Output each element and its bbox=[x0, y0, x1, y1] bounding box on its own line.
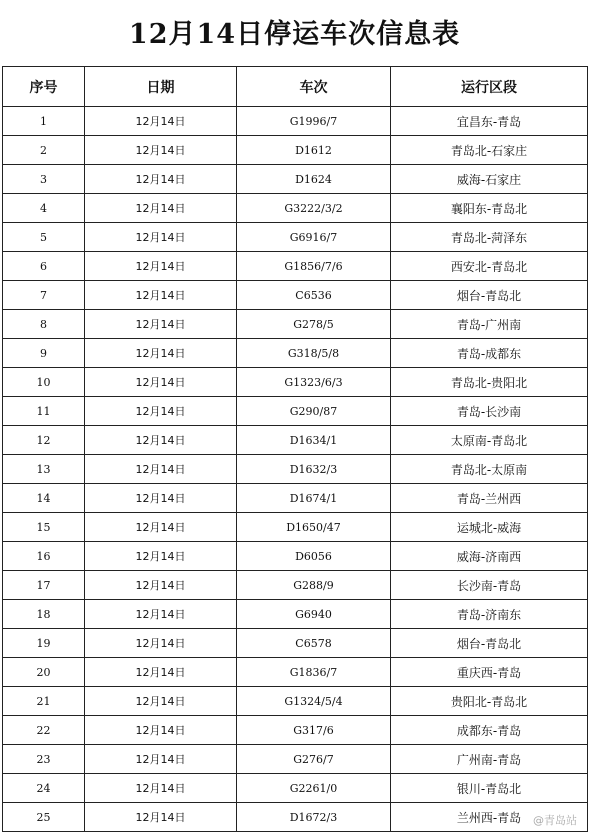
cell-date: 12月14日 bbox=[85, 136, 237, 165]
cell-route: 烟台-青岛北 bbox=[391, 629, 588, 658]
cell-route: 青岛北-菏泽东 bbox=[391, 223, 588, 252]
cell-date: 12月14日 bbox=[85, 716, 237, 745]
cell-seq: 12 bbox=[3, 426, 85, 455]
table-row bbox=[3, 542, 588, 571]
cell-seq: 8 bbox=[3, 310, 85, 339]
cell-train: G276/7 bbox=[237, 745, 391, 774]
cell-train: C6578 bbox=[237, 629, 391, 658]
page-title: 12月14日停运车次信息表 bbox=[128, 19, 461, 50]
cell-date: 12月14日 bbox=[85, 194, 237, 223]
cell-date: 12月14日 bbox=[85, 600, 237, 629]
cell-route: 烟台-青岛北 bbox=[391, 281, 588, 310]
cell-train: G278/5 bbox=[237, 310, 391, 339]
cell-seq: 9 bbox=[3, 339, 85, 368]
table-row bbox=[3, 803, 588, 832]
cell-train: G3222/3/2 bbox=[237, 194, 391, 223]
cell-seq: 4 bbox=[3, 194, 85, 223]
table-body bbox=[3, 107, 588, 832]
watermark: @青岛站 bbox=[533, 814, 577, 827]
cell-date: 12月14日 bbox=[85, 745, 237, 774]
cell-route: 西安北-青岛北 bbox=[391, 252, 588, 281]
cell-train: D1612 bbox=[237, 136, 391, 165]
table-header-row bbox=[3, 67, 588, 107]
cell-date: 12月14日 bbox=[85, 629, 237, 658]
table-row bbox=[3, 484, 588, 513]
table-row bbox=[3, 455, 588, 484]
cell-route: 威海-石家庄 bbox=[391, 165, 588, 194]
cell-date: 12月14日 bbox=[85, 542, 237, 571]
cell-date: 12月14日 bbox=[85, 223, 237, 252]
cell-seq: 24 bbox=[3, 774, 85, 803]
cell-date: 12月14日 bbox=[85, 107, 237, 136]
cell-route: 太原南-青岛北 bbox=[391, 426, 588, 455]
cell-train: D1632/3 bbox=[237, 455, 391, 484]
cell-route: 广州南-青岛 bbox=[391, 745, 588, 774]
cell-route: 青岛北-石家庄 bbox=[391, 136, 588, 165]
cell-train: D1650/47 bbox=[237, 513, 391, 542]
cell-seq: 15 bbox=[3, 513, 85, 542]
cell-route: 青岛-兰州西 bbox=[391, 484, 588, 513]
cell-seq: 13 bbox=[3, 455, 85, 484]
cell-train: D1624 bbox=[237, 165, 391, 194]
cell-seq: 11 bbox=[3, 397, 85, 426]
cell-route: 运城北-威海 bbox=[391, 513, 588, 542]
cell-train: G1836/7 bbox=[237, 658, 391, 687]
cell-train: D6056 bbox=[237, 542, 391, 571]
table-row bbox=[3, 339, 588, 368]
cell-date: 12月14日 bbox=[85, 658, 237, 687]
cell-train: G1856/7/6 bbox=[237, 252, 391, 281]
cell-train: G290/87 bbox=[237, 397, 391, 426]
table-row bbox=[3, 658, 588, 687]
cell-date: 12月14日 bbox=[85, 455, 237, 484]
cell-train: D1672/3 bbox=[237, 803, 391, 832]
cell-date: 12月14日 bbox=[85, 310, 237, 339]
cell-train: G318/5/8 bbox=[237, 339, 391, 368]
table-row bbox=[3, 774, 588, 803]
table-row bbox=[3, 716, 588, 745]
header-route: 运行区段 bbox=[391, 67, 588, 107]
cell-date: 12月14日 bbox=[85, 165, 237, 194]
cell-route: 重庆西-青岛 bbox=[391, 658, 588, 687]
cell-seq: 5 bbox=[3, 223, 85, 252]
cell-seq: 20 bbox=[3, 658, 85, 687]
cell-route: 青岛-济南东 bbox=[391, 600, 588, 629]
cell-train: G1996/7 bbox=[237, 107, 391, 136]
cell-route: 青岛北-太原南 bbox=[391, 455, 588, 484]
header-seq: 序号 bbox=[3, 67, 85, 107]
table-row bbox=[3, 513, 588, 542]
cell-route: 青岛-长沙南 bbox=[391, 397, 588, 426]
cell-seq: 25 bbox=[3, 803, 85, 832]
cell-date: 12月14日 bbox=[85, 774, 237, 803]
suspension-table bbox=[2, 66, 588, 832]
cell-route: 兰州西-青岛 bbox=[391, 803, 588, 832]
cell-seq: 7 bbox=[3, 281, 85, 310]
cell-train: G6940 bbox=[237, 600, 391, 629]
cell-train: D1674/1 bbox=[237, 484, 391, 513]
table-row bbox=[3, 107, 588, 136]
table-row bbox=[3, 194, 588, 223]
cell-seq: 1 bbox=[3, 107, 85, 136]
table-row bbox=[3, 571, 588, 600]
cell-route: 成都东-青岛 bbox=[391, 716, 588, 745]
table-row bbox=[3, 745, 588, 774]
table-row bbox=[3, 600, 588, 629]
cell-seq: 2 bbox=[3, 136, 85, 165]
cell-date: 12月14日 bbox=[85, 281, 237, 310]
cell-route: 长沙南-青岛 bbox=[391, 571, 588, 600]
cell-train: G1323/6/3 bbox=[237, 368, 391, 397]
cell-route: 宜昌东-青岛 bbox=[391, 107, 588, 136]
cell-date: 12月14日 bbox=[85, 803, 237, 832]
table-row bbox=[3, 310, 588, 339]
table-row bbox=[3, 687, 588, 716]
cell-route: 银川-青岛北 bbox=[391, 774, 588, 803]
cell-date: 12月14日 bbox=[85, 339, 237, 368]
header-train: 车次 bbox=[237, 67, 391, 107]
cell-date: 12月14日 bbox=[85, 484, 237, 513]
cell-seq: 6 bbox=[3, 252, 85, 281]
cell-route: 襄阳东-青岛北 bbox=[391, 194, 588, 223]
cell-date: 12月14日 bbox=[85, 397, 237, 426]
cell-train: G288/9 bbox=[237, 571, 391, 600]
cell-route: 青岛-成都东 bbox=[391, 339, 588, 368]
cell-seq: 21 bbox=[3, 687, 85, 716]
table-row bbox=[3, 426, 588, 455]
cell-seq: 16 bbox=[3, 542, 85, 571]
cell-train: G6916/7 bbox=[237, 223, 391, 252]
cell-route: 威海-济南西 bbox=[391, 542, 588, 571]
table-row bbox=[3, 397, 588, 426]
cell-date: 12月14日 bbox=[85, 368, 237, 397]
cell-date: 12月14日 bbox=[85, 426, 237, 455]
table-row bbox=[3, 223, 588, 252]
cell-seq: 14 bbox=[3, 484, 85, 513]
cell-route: 贵阳北-青岛北 bbox=[391, 687, 588, 716]
cell-train: G317/6 bbox=[237, 716, 391, 745]
table-row bbox=[3, 252, 588, 281]
table-row bbox=[3, 165, 588, 194]
cell-train: C6536 bbox=[237, 281, 391, 310]
cell-seq: 23 bbox=[3, 745, 85, 774]
header-date: 日期 bbox=[85, 67, 237, 107]
cell-seq: 17 bbox=[3, 571, 85, 600]
cell-date: 12月14日 bbox=[85, 252, 237, 281]
cell-train: G2261/0 bbox=[237, 774, 391, 803]
cell-date: 12月14日 bbox=[85, 687, 237, 716]
cell-seq: 18 bbox=[3, 600, 85, 629]
cell-train: D1634/1 bbox=[237, 426, 391, 455]
cell-date: 12月14日 bbox=[85, 513, 237, 542]
table-row bbox=[3, 136, 588, 165]
table-row bbox=[3, 629, 588, 658]
table-row bbox=[3, 368, 588, 397]
table-row bbox=[3, 281, 588, 310]
cell-seq: 22 bbox=[3, 716, 85, 745]
cell-seq: 10 bbox=[3, 368, 85, 397]
cell-train: G1324/5/4 bbox=[237, 687, 391, 716]
cell-route: 青岛-广州南 bbox=[391, 310, 588, 339]
cell-route: 青岛北-贵阳北 bbox=[391, 368, 588, 397]
cell-seq: 19 bbox=[3, 629, 85, 658]
cell-date: 12月14日 bbox=[85, 571, 237, 600]
cell-seq: 3 bbox=[3, 165, 85, 194]
